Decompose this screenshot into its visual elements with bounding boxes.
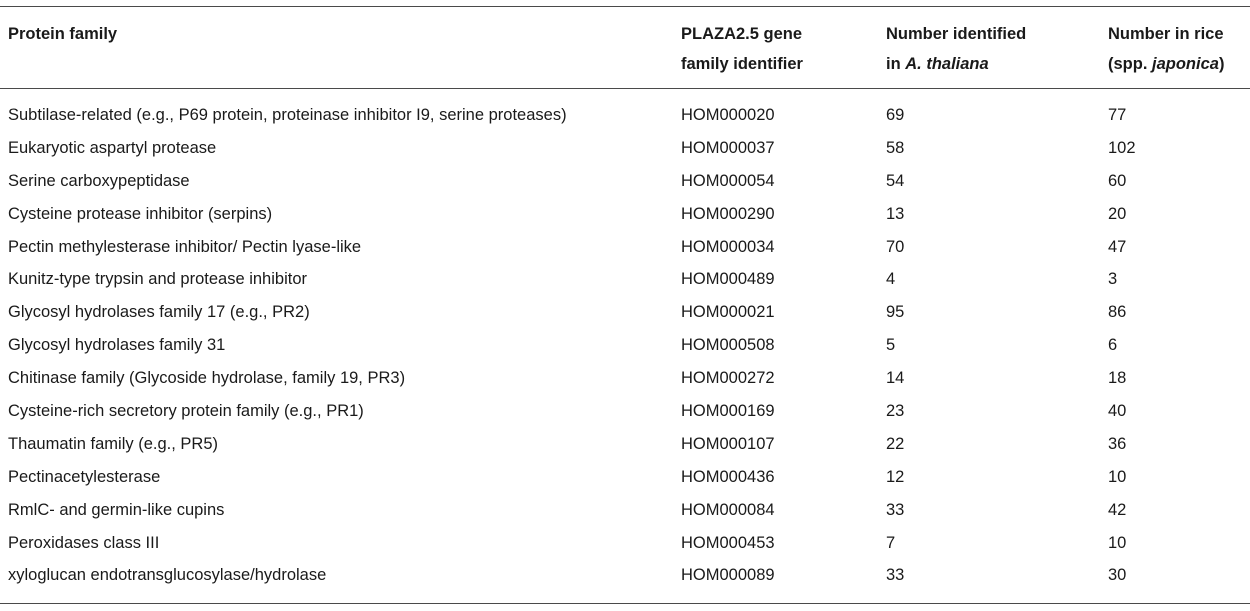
cell-plaza-identifier: HOM000037 bbox=[681, 138, 775, 157]
table-top-rule bbox=[0, 6, 1250, 7]
header-protein-family-label: Protein family bbox=[8, 25, 118, 43]
cell-rice-count: 102 bbox=[1108, 138, 1136, 157]
header-protein-family bbox=[8, 19, 117, 49]
cell-plaza-identifier: HOM000290 bbox=[681, 204, 775, 223]
cell-protein-family: Kunitz-type trypsin and protease inhibitor bbox=[8, 270, 307, 289]
cell-protein-family: Pectinacetylesterase bbox=[8, 467, 161, 486]
cell-thaliana-count: 33 bbox=[886, 566, 905, 585]
cell-rice-count: 10 bbox=[1108, 533, 1127, 552]
cell-rice-count: 42 bbox=[1108, 500, 1127, 519]
cell-thaliana-count: 33 bbox=[886, 500, 905, 519]
table-header-rule bbox=[0, 88, 1250, 89]
cell-protein-family: Chitinase family (Glycoside hydrolase, family 19, PR3) bbox=[8, 369, 406, 388]
header-plaza-line1: PLAZA2.5 gene bbox=[681, 25, 803, 43]
cell-thaliana-count: 7 bbox=[886, 533, 896, 552]
table-row bbox=[0, 329, 1250, 362]
cell-rice-count: 47 bbox=[1108, 237, 1127, 256]
table-row bbox=[0, 362, 1250, 395]
cell-plaza-identifier: HOM000489 bbox=[681, 270, 775, 289]
cell-thaliana-count: 14 bbox=[886, 369, 905, 388]
header-rice-line1: Number in rice bbox=[1108, 25, 1224, 43]
table-row bbox=[0, 231, 1250, 264]
cell-plaza-identifier: HOM000107 bbox=[681, 434, 775, 453]
header-thaliana-species: A. thaliana bbox=[905, 55, 989, 73]
cell-plaza-identifier: HOM000436 bbox=[681, 467, 775, 486]
cell-plaza-identifier: HOM000272 bbox=[681, 369, 775, 388]
cell-plaza-identifier: HOM000169 bbox=[681, 402, 775, 421]
header-thaliana-prefix: in bbox=[886, 55, 906, 73]
cell-thaliana-count: 54 bbox=[886, 171, 905, 190]
cell-thaliana-count: 5 bbox=[886, 336, 896, 355]
cell-protein-family: Cysteine protease inhibitor (serpins) bbox=[8, 204, 273, 223]
cell-rice-count: 20 bbox=[1108, 204, 1127, 223]
cell-protein-family: Cysteine-rich secretory protein family (e.g., PR1) bbox=[8, 402, 364, 421]
cell-thaliana-count: 12 bbox=[886, 467, 905, 486]
cell-plaza-identifier: HOM000034 bbox=[681, 237, 775, 256]
table-row bbox=[0, 494, 1250, 527]
cell-rice-count: 6 bbox=[1108, 336, 1118, 355]
cell-rice-count: 30 bbox=[1108, 566, 1127, 585]
cell-rice-count: 77 bbox=[1108, 106, 1127, 124]
cell-protein-family: Eukaryotic aspartyl protease bbox=[8, 138, 217, 157]
cell-plaza-identifier: HOM000021 bbox=[681, 303, 775, 322]
header-rice-count bbox=[1108, 19, 1224, 79]
table-row bbox=[0, 461, 1250, 494]
cell-plaza-identifier: HOM000054 bbox=[681, 171, 775, 190]
cell-thaliana-count: 70 bbox=[886, 237, 905, 256]
cell-protein-family: Pectin methylesterase inhibitor/ Pectin lyase-like bbox=[8, 237, 362, 256]
cell-plaza-identifier: HOM000453 bbox=[681, 533, 775, 552]
cell-rice-count: 60 bbox=[1108, 171, 1127, 190]
cell-protein-family: Serine carboxypeptidase bbox=[8, 171, 190, 190]
cell-thaliana-count: 22 bbox=[886, 434, 905, 453]
cell-plaza-identifier: HOM000020 bbox=[681, 106, 775, 124]
cell-protein-family: Glycosyl hydrolases family 31 bbox=[8, 336, 226, 355]
cell-protein-family: Subtilase-related (e.g., P69 protein, proteinase inhibitor I9, serine proteases) bbox=[8, 106, 567, 124]
header-thaliana-line1: Number identified bbox=[886, 25, 1027, 43]
cell-plaza-identifier: HOM000089 bbox=[681, 566, 775, 585]
table-header bbox=[0, 19, 1250, 83]
cell-thaliana-count: 4 bbox=[886, 270, 896, 289]
header-plaza-line2: family identifier bbox=[681, 55, 803, 73]
table-row bbox=[0, 198, 1250, 231]
cell-rice-count: 40 bbox=[1108, 402, 1127, 421]
header-plaza-identifier bbox=[681, 19, 803, 79]
table-row bbox=[0, 263, 1250, 296]
cell-plaza-identifier: HOM000084 bbox=[681, 500, 775, 519]
table-body bbox=[0, 99, 1250, 592]
cell-thaliana-count: 23 bbox=[886, 402, 905, 421]
cell-thaliana-count: 69 bbox=[886, 106, 905, 124]
cell-plaza-identifier: HOM000508 bbox=[681, 336, 775, 355]
cell-protein-family: xyloglucan endotransglucosylase/hydrolase bbox=[8, 566, 327, 585]
table-row bbox=[0, 296, 1250, 329]
cell-protein-family: Glycosyl hydrolases family 17 (e.g., PR2) bbox=[8, 303, 310, 322]
header-rice-line2 bbox=[1108, 49, 1224, 79]
header-rice-prefix: (spp. bbox=[1108, 55, 1152, 73]
cell-protein-family: Peroxidases class III bbox=[8, 533, 160, 552]
cell-rice-count: 10 bbox=[1108, 467, 1127, 486]
table-row bbox=[0, 99, 1250, 132]
table-row bbox=[0, 559, 1250, 592]
cell-rice-count: 86 bbox=[1108, 303, 1127, 322]
cell-rice-count: 36 bbox=[1108, 434, 1127, 453]
table-row bbox=[0, 165, 1250, 198]
header-thaliana-line2 bbox=[886, 49, 1026, 79]
table-row bbox=[0, 132, 1250, 165]
cell-thaliana-count: 95 bbox=[886, 303, 905, 322]
table-row bbox=[0, 428, 1250, 461]
cell-rice-count: 18 bbox=[1108, 369, 1127, 388]
cell-thaliana-count: 58 bbox=[886, 138, 905, 157]
table-row bbox=[0, 395, 1250, 428]
header-thaliana-count bbox=[886, 19, 1026, 79]
table-bottom-rule bbox=[0, 603, 1250, 604]
cell-thaliana-count: 13 bbox=[886, 204, 905, 223]
cell-rice-count: 3 bbox=[1108, 270, 1118, 289]
header-rice-species: japonica bbox=[1152, 55, 1219, 73]
cell-protein-family: Thaumatin family (e.g., PR5) bbox=[8, 434, 218, 453]
table-row bbox=[0, 527, 1250, 560]
header-rice-suffix: ) bbox=[1218, 55, 1225, 73]
cell-protein-family: RmlC- and germin-like cupins bbox=[8, 500, 225, 519]
